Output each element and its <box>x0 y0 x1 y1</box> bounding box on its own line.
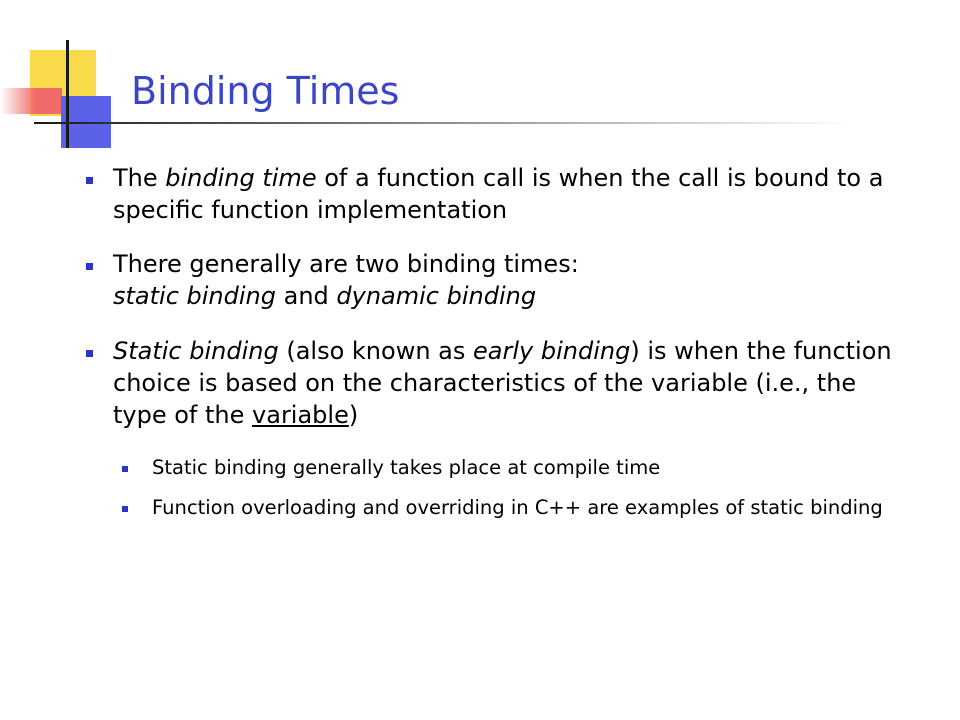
italic-term: early binding <box>473 337 631 365</box>
bullet-marker <box>86 263 93 270</box>
italic-term: static binding <box>113 281 276 310</box>
bullet-item-1 <box>113 163 903 227</box>
text: and <box>275 281 337 310</box>
text: Static binding generally takes place at compile time <box>152 456 661 479</box>
text: The <box>113 164 166 192</box>
text: of a function call is when the call is bound to a specific function implementation <box>113 164 884 224</box>
italic-term: binding time <box>165 164 317 192</box>
decor-red-gradient-bar <box>0 88 62 114</box>
sub-bullet-item-1 <box>152 455 897 481</box>
sub-bullet-item-2 <box>152 495 897 521</box>
bullet-marker <box>86 350 93 357</box>
text: (also known as <box>278 337 474 365</box>
bullet-marker <box>86 177 93 184</box>
text: Function overloading and overriding in C++ are examples of static binding <box>152 496 883 519</box>
sub-bullet-marker <box>122 466 128 472</box>
underlined-term: variable <box>252 400 349 429</box>
italic-term: Static binding <box>113 337 279 365</box>
decor-vertical-line <box>66 40 69 148</box>
page-title: Binding Times <box>131 69 400 113</box>
bullet-item-2 <box>113 249 903 313</box>
bullet-item-3 <box>113 336 903 432</box>
text: ) <box>348 400 359 429</box>
italic-term: dynamic binding <box>336 281 537 310</box>
sub-bullet-marker <box>122 506 128 512</box>
text: There generally are two binding times: <box>113 250 579 278</box>
text: ) is when the function choice is based on the characteristics of the variable (i.e., the type of the <box>113 337 892 429</box>
title-underline-rule <box>34 122 854 124</box>
